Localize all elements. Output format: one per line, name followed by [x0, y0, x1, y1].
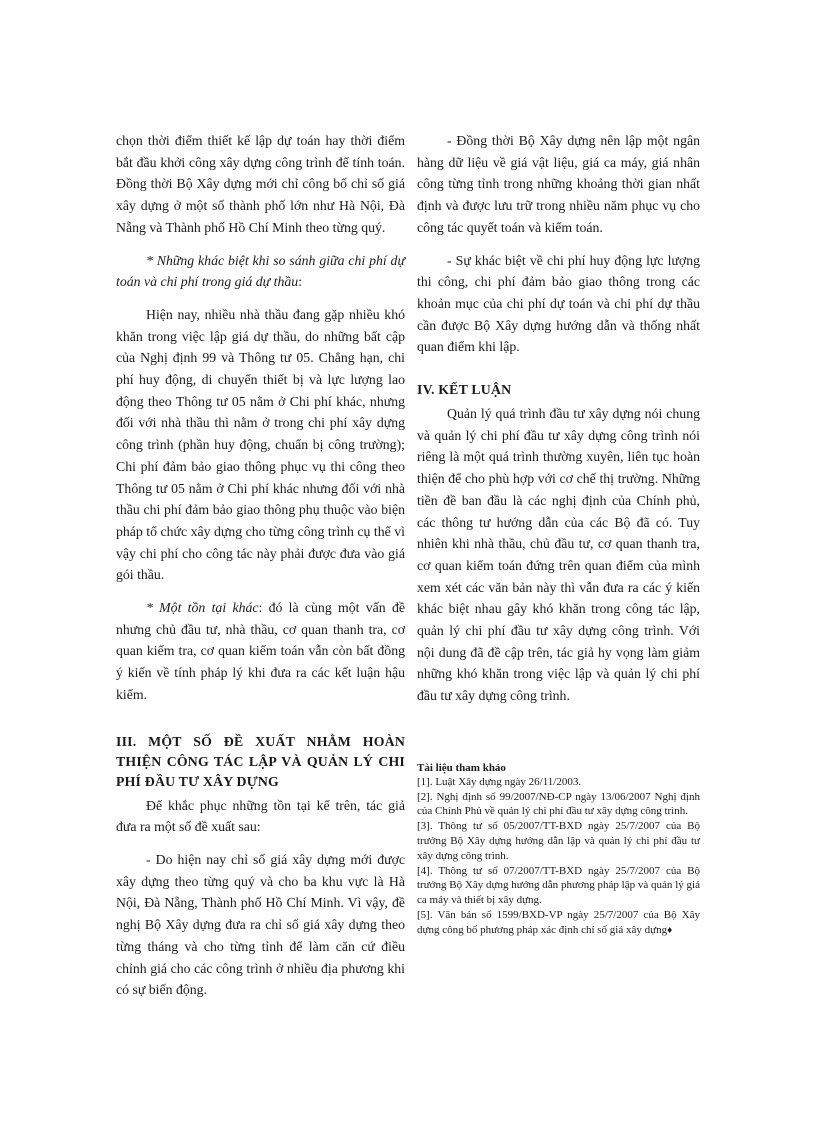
references-section	[417, 761, 700, 939]
subheading-differences: * Những khác biệt khi so sánh giữa chi phí dự toán và chi phí trong giá dự thầu:	[116, 252, 405, 290]
section-heading-4: IV. KẾT LUẬN	[417, 382, 512, 398]
reference-item: [4]. Thông tư số 07/2007/TT-BXD ngày 25/7/2007 của Bộ trưởng Bộ Xây dựng hướng dẫn phương pháp lập và quản lý giá ca máy và thiết bị xây dựng.	[417, 864, 700, 907]
references-title: Tài liệu tham khảo	[417, 761, 506, 774]
right-column	[417, 130, 700, 939]
end-diamond-icon: ♦	[667, 924, 673, 936]
paragraph-conclusion: Quản lý quá trình đầu tư xây dựng nói chung và quản lý chi phí đầu tư xây dựng công trình nói riêng là một quá trình thường xuyên, liên tục hoàn thiện để cho phù hợp với cơ chế thị trường. Những tiền đề ban đầu là các nghị định của Chính phủ, các thông tư hướng dẫn của các Bộ đã có. Tuy nhiên khi nhà thầu, chủ đầu tư, cơ quan thanh tra, cơ quan kiểm toán đứng trên quan điểm của mình xem xét các văn bản này thì vẫn đưa ra các ý kiến khác biệt nhau gây khó khăn trong công tác lập, quản lý chi phí đầu tư xây dựng công trình. Với nội dung đã đề cập trên, tác giả hy vọng làm giảm những khó khăn trong việc lập và quản lý chi phí đầu tư xây dựng công trình.	[417, 406, 700, 704]
paragraph-proposal-1: - Do hiện nay chỉ số giá xây dựng mới được xây dựng theo từng quý và cho ba khu vực là Hà Nội, Đà Nẵng, Thành phố Hồ Chí Minh. Vì vậy, đề nghị Bộ Xây dựng đưa ra chỉ số giá xây dựng theo từng tháng và cho từng tỉnh để làm căn cứ điều chỉnh giá cho các công trình ở nhiều địa phương khi có sự biến động.	[116, 851, 405, 998]
subheading-another-issue: * Một tồn tại khác	[146, 600, 259, 616]
paragraph-continuation: chọn thời điểm thiết kế lập dự toán hay thời điểm bắt đầu khởi công xây dựng công trình để tính toán. Đồng thời Bộ Xây dựng mới chỉ công bố chỉ số giá xây dựng ở một số thành phố lớn như Hà Nội, Đà Nẵng và Thành phố Hồ Chí Minh theo từng quý.	[116, 133, 405, 235]
paragraph-proposal-3: - Sự khác biệt về chi phí huy động lực lượng thi công, chi phí đảm bảo giao thông trong các khoản mục của chi phí dự toán và chi phí dự thầu cần được Bộ Xây dựng hướng dẫn và thống nhất quan điểm khi lập.	[417, 252, 700, 355]
subheading-differences-text: * Những khác biệt khi so sánh giữa chi phí dự toán và chi phí trong giá dự thầu	[116, 252, 405, 290]
paragraph-proposals-intro: Để khắc phục những tồn tại kể trên, tác giả đưa ra một số đề xuất sau:	[116, 797, 405, 835]
paragraph-bidding-difficulties: Hiện nay, nhiều nhà thầu đang gặp nhiều khó khăn trong việc lập giá dự thầu, do những bất cập của Nghị định 99 và Thông tư 05. Chẳng hạn, chi phí huy động, di chuyển thiết bị và lực lượng lao động theo Thông tư 05 nằm ở Chi phí khác, nhưng đối với nhà thầu thì nằm ở trong chi phí xây dựng công trình (phần huy động, chuẩn bị công trường); Chi phí đảm bảo giao thông phục vụ thi công theo Thông tư 05 nằm ở Chi phí khác nhưng đối với nhà thầu chi phí đảm bảo giao thông phụ thuộc vào biện pháp tổ chức xây dựng cho từng công trình cụ thể vì vậy chi phí cho công tác này phải được đưa vào giá gói thầu.	[116, 306, 405, 583]
paragraph-proposal-2: - Đồng thời Bộ Xây dựng nên lập một ngân hàng dữ liệu về giá vật liệu, giá ca máy, giá nhân công từng tỉnh trong những khoảng thời gian nhất định và được lưu trữ trong nhiều năm phục vụ cho công tác quyết toán và kiểm toán.	[417, 133, 700, 235]
reference-item: [2]. Nghị định số 99/2007/NĐ-CP ngày 13/06/2007 Nghị định của Chính Phủ về quản lý chi phí đầu tư xây dựng công trình.	[417, 790, 700, 818]
reference-item: [5]. Văn bản số 1599/BXD-VP ngày 25/7/2007 của Bộ Xây dựng công bố phương pháp xác định chỉ số giá xây dựng♦	[417, 909, 700, 936]
reference-item: [1]. Luật Xây dựng ngày 26/11/2003.	[417, 775, 582, 788]
paragraph-another-issue: * Một tồn tại khác: đó là cùng một vấn đề nhưng chủ đầu tư, nhà thầu, cơ quan thanh tra, cơ quan kiểm tra, cơ quan kiểm toán vẫn còn bất đồng ý kiến về tính pháp lý khi đưa ra các kết luận hậu kiểm.	[116, 600, 405, 702]
section-heading-3: III. MỘT SỐ ĐỀ XUẤT NHẰM HOÀN THIỆN CÔNG TÁC LẬP VÀ QUẢN LÝ CHI PHÍ ĐẦU TƯ XÂY DỰNG	[116, 733, 405, 789]
reference-item: [3]. Thông tư số 05/2007/TT-BXD ngày 25/7/2007 của Bộ trưởng Bộ Xây dựng hướng dẫn lập và quản lý chi phí đầu tư xây dựng công trình.	[417, 820, 700, 862]
left-column	[116, 130, 405, 1001]
